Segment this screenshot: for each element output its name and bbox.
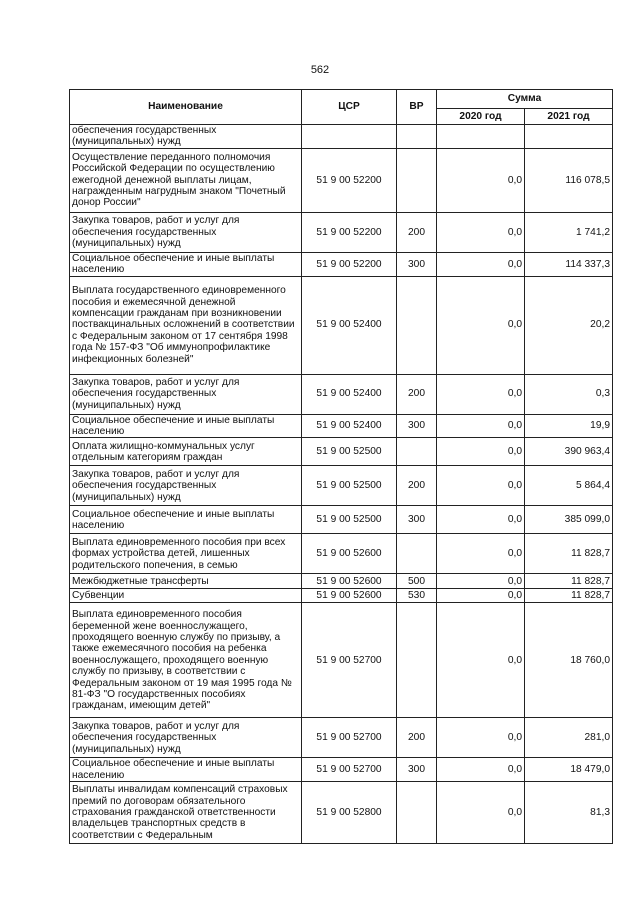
row-2020-cell: 0,0 <box>437 782 525 844</box>
row-name-cell: Выплата единовременного пособия при всех формах устройства детей, лишенных родительского попечения, в семью <box>70 534 302 574</box>
row-2021-cell: 11 828,7 <box>525 589 613 603</box>
row-csr-cell: 51 9 00 52700 <box>302 603 397 718</box>
row-vr-cell <box>397 438 437 466</box>
row-name-cell: Закупка товаров, работ и услуг для обеспечения государственных (муниципальных) нужд <box>70 212 302 252</box>
row-csr-cell: 51 9 00 52400 <box>302 374 397 414</box>
row-vr-cell: 300 <box>397 414 437 438</box>
row-name-cell: Выплата единовременного пособия беременной жене военнослужащего, проходящего военную службу по призыву, а также ежемесячного пособия на ребенка военнослужащего, проходящего военную службу по призыву, в соответствии с Федеральным законом от 19 мая 1995 года № 81-ФЗ "О государственных пособиях гражданам, имеющим детей" <box>70 603 302 718</box>
row-2021-cell: 19,9 <box>525 414 613 438</box>
row-2021-cell: 81,3 <box>525 782 613 844</box>
row-2020-cell: 0,0 <box>437 534 525 574</box>
row-vr-cell: 200 <box>397 212 437 252</box>
table-row <box>70 374 613 414</box>
row-vr-cell: 300 <box>397 252 437 276</box>
budget-table <box>69 89 613 844</box>
row-vr-cell: 200 <box>397 374 437 414</box>
row-name-cell: Осуществление переданного полномочия Российской Федерации по осуществлению ежегодной денежной выплаты лицам, награжденным нагрудным знаком "Почетный донор России" <box>70 148 302 212</box>
row-2020-cell: 0,0 <box>437 589 525 603</box>
row-csr-cell: 51 9 00 52700 <box>302 718 397 758</box>
row-2020-cell <box>437 125 525 149</box>
row-vr-cell <box>397 603 437 718</box>
table-row <box>70 466 613 506</box>
row-vr-cell: 530 <box>397 589 437 603</box>
table-row <box>70 506 613 534</box>
row-name-cell: Выплаты инвалидам компенсаций страховых премий по договорам обязательного страхования гражданской ответственности владельцев транспортных средств в соответствии с Федеральным <box>70 782 302 844</box>
row-vr-cell <box>397 276 437 374</box>
row-vr-cell: 500 <box>397 574 437 589</box>
row-2020-cell: 0,0 <box>437 574 525 589</box>
table-row <box>70 603 613 718</box>
row-name-cell: Социальное обеспечение и иные выплаты населению <box>70 414 302 438</box>
row-2020-cell: 0,0 <box>437 438 525 466</box>
row-2021-cell: 11 828,7 <box>525 534 613 574</box>
row-2021-cell: 11 828,7 <box>525 574 613 589</box>
row-csr-cell: 51 9 00 52200 <box>302 148 397 212</box>
table-row <box>70 148 613 212</box>
row-2021-cell: 1 741,2 <box>525 212 613 252</box>
row-name-cell: Закупка товаров, работ и услуг для обеспечения государственных (муниципальных) нужд <box>70 374 302 414</box>
header-sum: Сумма <box>437 90 613 109</box>
row-2020-cell: 0,0 <box>437 718 525 758</box>
row-2020-cell: 0,0 <box>437 506 525 534</box>
row-name-cell: Социальное обеспечение и иные выплаты населению <box>70 506 302 534</box>
header-name: Наименование <box>70 90 302 125</box>
row-csr-cell: 51 9 00 52400 <box>302 276 397 374</box>
row-vr-cell <box>397 148 437 212</box>
row-2020-cell: 0,0 <box>437 603 525 718</box>
row-2020-cell: 0,0 <box>437 414 525 438</box>
row-2020-cell: 0,0 <box>437 466 525 506</box>
row-name-cell: Социальное обеспечение и иные выплаты населению <box>70 758 302 782</box>
row-2020-cell: 0,0 <box>437 276 525 374</box>
row-2021-cell: 20,2 <box>525 276 613 374</box>
row-name-cell: Социальное обеспечение и иные выплаты населению <box>70 252 302 276</box>
row-2021-cell: 0,3 <box>525 374 613 414</box>
row-csr-cell <box>302 125 397 149</box>
row-csr-cell: 51 9 00 52200 <box>302 252 397 276</box>
row-vr-cell: 200 <box>397 466 437 506</box>
row-2021-cell: 114 337,3 <box>525 252 613 276</box>
row-2020-cell: 0,0 <box>437 374 525 414</box>
table-row <box>70 589 613 603</box>
table-row <box>70 252 613 276</box>
table-row <box>70 574 613 589</box>
table-row <box>70 414 613 438</box>
row-2021-cell: 18 760,0 <box>525 603 613 718</box>
row-csr-cell: 51 9 00 52500 <box>302 506 397 534</box>
row-2021-cell: 18 479,0 <box>525 758 613 782</box>
row-2021-cell: 390 963,4 <box>525 438 613 466</box>
header-csr: ЦСР <box>302 90 397 125</box>
row-vr-cell <box>397 534 437 574</box>
header-2021: 2021 год <box>525 109 613 125</box>
row-name-cell: Закупка товаров, работ и услуг для обеспечения государственных (муниципальных) нужд <box>70 718 302 758</box>
row-name-cell: Закупка товаров, работ и услуг для обеспечения государственных (муниципальных) нужд <box>70 466 302 506</box>
row-2020-cell: 0,0 <box>437 148 525 212</box>
row-2021-cell <box>525 125 613 149</box>
row-2020-cell: 0,0 <box>437 252 525 276</box>
row-2021-cell: 116 078,5 <box>525 148 613 212</box>
table-row <box>70 212 613 252</box>
row-name-cell: Межбюджетные трансферты <box>70 574 302 589</box>
row-csr-cell: 51 9 00 52700 <box>302 758 397 782</box>
row-csr-cell: 51 9 00 52400 <box>302 414 397 438</box>
row-csr-cell: 51 9 00 52200 <box>302 212 397 252</box>
row-name-cell: Выплата государственного единовременного пособия и ежемесячной денежной компенсации гражданам при возникновении поствакцинальных осложнений в соответствии с Федеральным законом от 17 сентября 1998 года № 157-ФЗ "Об иммунопрофилактике инфекционных болезней" <box>70 276 302 374</box>
table-row <box>70 438 613 466</box>
table-row <box>70 782 613 844</box>
row-csr-cell: 51 9 00 52600 <box>302 574 397 589</box>
row-vr-cell: 300 <box>397 506 437 534</box>
row-vr-cell <box>397 125 437 149</box>
row-csr-cell: 51 9 00 52500 <box>302 466 397 506</box>
table-row <box>70 718 613 758</box>
row-csr-cell: 51 9 00 52600 <box>302 589 397 603</box>
row-name-cell: обеспечения государственных (муниципальных) нужд <box>70 125 302 149</box>
table-row <box>70 758 613 782</box>
row-vr-cell: 200 <box>397 718 437 758</box>
row-2021-cell: 281,0 <box>525 718 613 758</box>
row-name-cell: Оплата жилищно-коммунальных услуг отдельным категориям граждан <box>70 438 302 466</box>
row-2020-cell: 0,0 <box>437 758 525 782</box>
header-2020: 2020 год <box>437 109 525 125</box>
row-2021-cell: 5 864,4 <box>525 466 613 506</box>
row-2021-cell: 385 099,0 <box>525 506 613 534</box>
table-row <box>70 534 613 574</box>
header-vr: ВР <box>397 90 437 125</box>
row-2020-cell: 0,0 <box>437 212 525 252</box>
row-vr-cell: 300 <box>397 758 437 782</box>
row-name-cell: Субвенции <box>70 589 302 603</box>
row-csr-cell: 51 9 00 52600 <box>302 534 397 574</box>
table-row <box>70 276 613 374</box>
page-number: 562 <box>310 64 330 76</box>
row-vr-cell <box>397 782 437 844</box>
row-csr-cell: 51 9 00 52500 <box>302 438 397 466</box>
table-row <box>70 125 613 149</box>
row-csr-cell: 51 9 00 52800 <box>302 782 397 844</box>
